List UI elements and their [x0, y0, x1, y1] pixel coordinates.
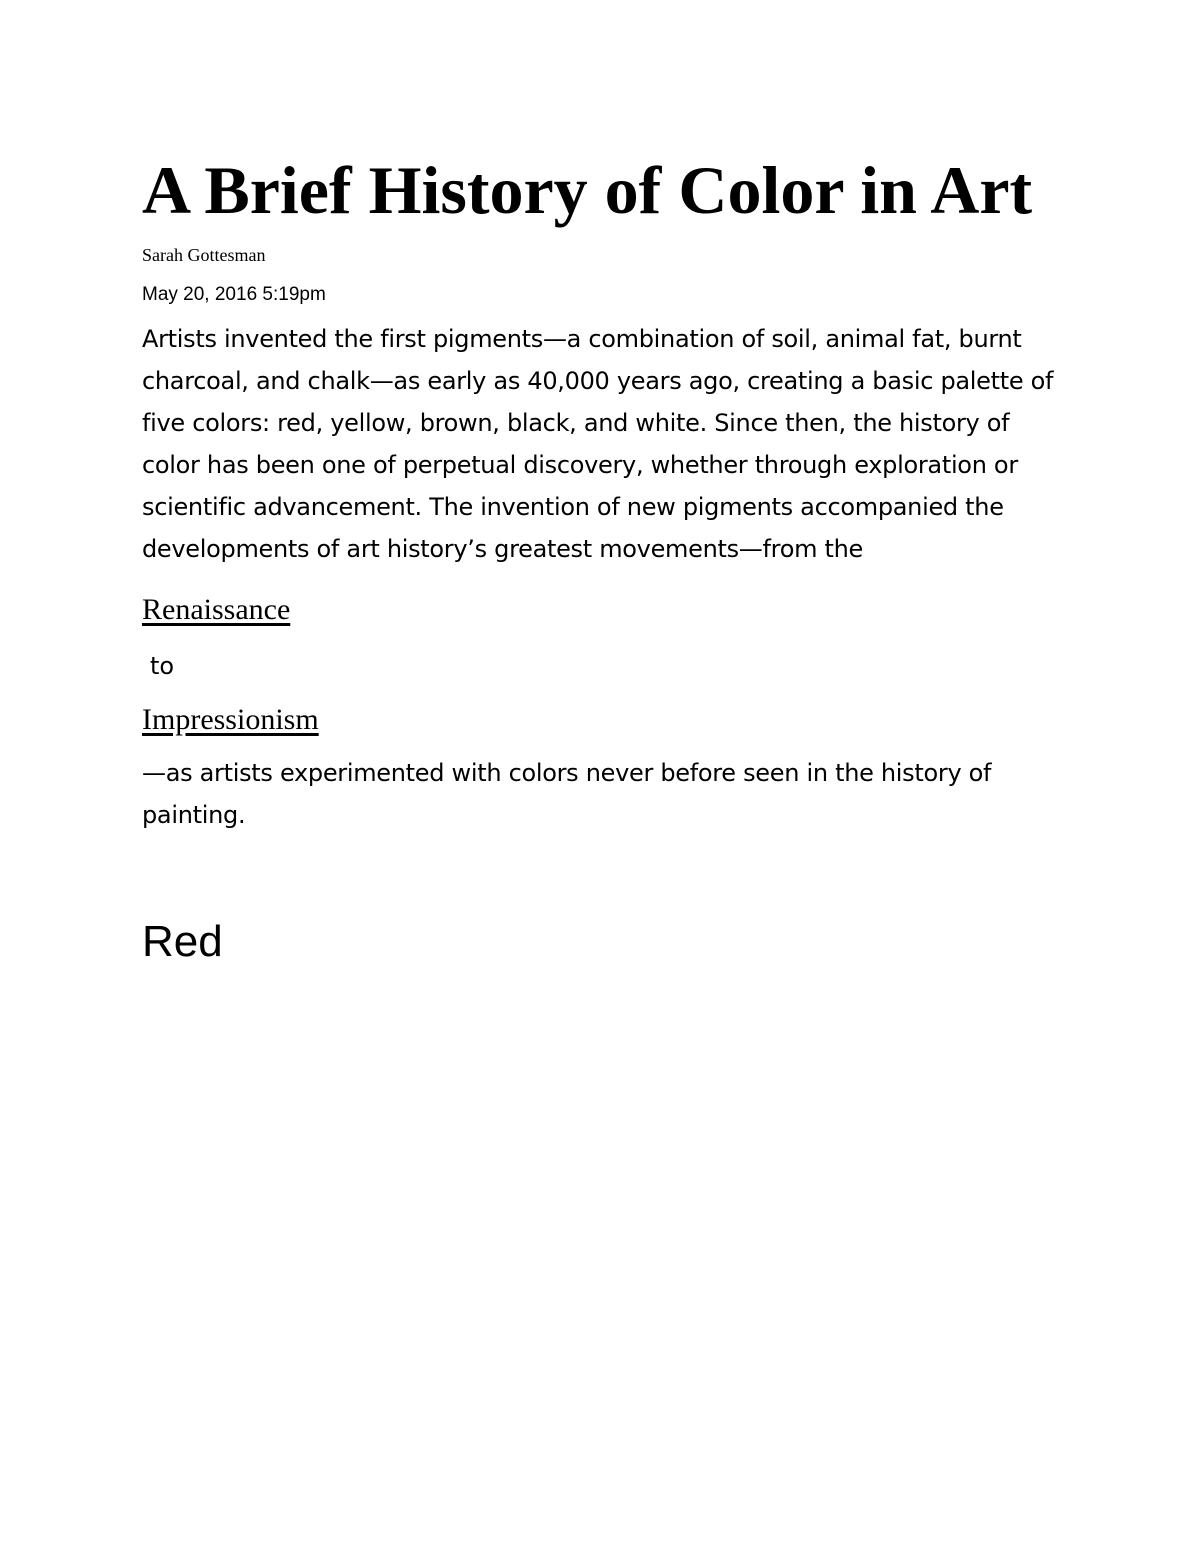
section-heading-red: Red	[142, 917, 223, 966]
intro-paragraph: Artists invented the first pigments—a combination of soil, animal fat, burnt charcoal, and chalk—as early as 40,000 years ago, creating a basic palette of five colors: red, yellow, brown, black, and white. Since then, the history of color has been one of perpetual discovery, whether through exploration or scientific advancement. The invention of new pigments accompanied the developments of art history’s greatest movements—from the	[142, 325, 1054, 563]
impressionism-link[interactable]: Impressionism	[142, 703, 319, 736]
article-body	[142, 150, 1062, 968]
closing-paragraph: —as artists experimented with colors never before seen in the history of painting.	[142, 759, 992, 829]
article-title: A Brief History of Color in Art	[142, 152, 1033, 228]
author-byline: Sarah Gottesman	[142, 245, 266, 265]
publish-date: May 20, 2016 5:19pm	[142, 284, 326, 305]
connector-text: to	[150, 652, 175, 680]
renaissance-link[interactable]: Renaissance	[142, 593, 291, 626]
